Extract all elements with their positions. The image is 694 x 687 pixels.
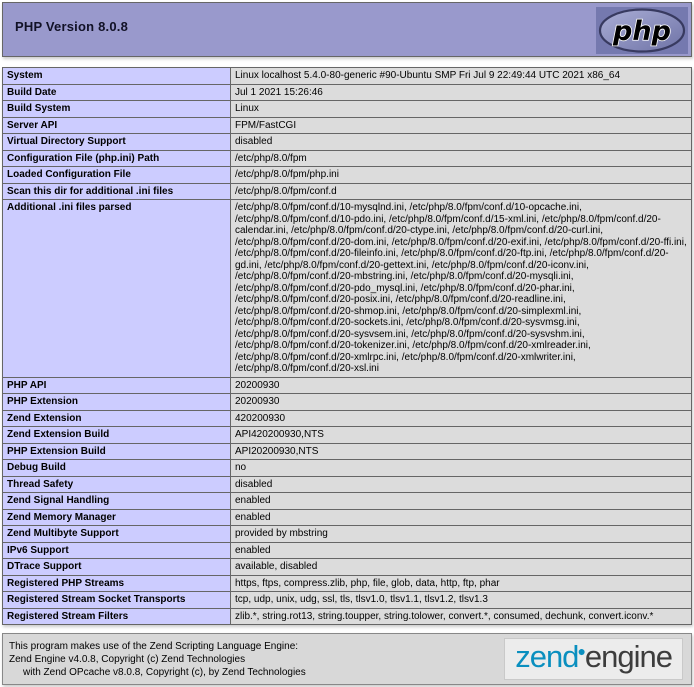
table-row [3, 117, 692, 134]
info-label: Build Date [3, 84, 231, 101]
zend-logo-engine-text: engine [584, 639, 672, 674]
zend-logo-zend-text: zend [515, 639, 579, 674]
info-value: disabled [231, 476, 692, 493]
info-label: Debug Build [3, 460, 231, 477]
info-label: Zend Extension Build [3, 427, 231, 444]
table-row [3, 526, 692, 543]
zend-footer [2, 633, 692, 685]
table-row [3, 493, 692, 510]
zend-credits-line2: Zend Engine v4.0.8, Copyright (c) Zend Technologies [9, 653, 246, 665]
info-value: enabled [231, 493, 692, 510]
info-value: Linux localhost 5.4.0-80-generic #90-Ubuntu SMP Fri Jul 9 22:49:44 UTC 2021 x86_64 [231, 68, 692, 85]
table-row [3, 167, 692, 184]
table-row [3, 592, 692, 609]
info-value: available, disabled [231, 559, 692, 576]
php-version-header [2, 2, 692, 57]
info-value: disabled [231, 134, 692, 151]
info-label: Additional .ini files parsed [3, 200, 231, 378]
info-value: tcp, udp, unix, udg, ssl, tls, tlsv1.0, tlsv1.1, tlsv1.2, tlsv1.3 [231, 592, 692, 609]
table-row [3, 200, 692, 378]
info-value: https, ftps, compress.zlib, php, file, glob, data, http, ftp, phar [231, 575, 692, 592]
info-label: Scan this dir for additional .ini files [3, 183, 231, 200]
zend-engine-logo [504, 638, 683, 680]
info-value: Jul 1 2021 15:26:46 [231, 84, 692, 101]
info-label: Zend Memory Manager [3, 509, 231, 526]
table-row [3, 377, 692, 394]
info-label: Registered Stream Socket Transports [3, 592, 231, 609]
info-label: PHP API [3, 377, 231, 394]
table-row [3, 134, 692, 151]
info-value: zlib.*, string.rot13, string.toupper, string.tolower, convert.*, consumed, dechunk, convert.iconv.* [231, 608, 692, 625]
info-value: provided by mbstring [231, 526, 692, 543]
info-label: Zend Extension [3, 410, 231, 427]
info-value: FPM/FastCGI [231, 117, 692, 134]
info-value: enabled [231, 542, 692, 559]
table-row [3, 559, 692, 576]
info-value: API20200930,NTS [231, 443, 692, 460]
info-label: Loaded Configuration File [3, 167, 231, 184]
zend-credits-line3: with Zend OPcache v8.0.8, Copyright (c), by Zend Technologies [23, 666, 306, 678]
info-label: Zend Multibyte Support [3, 526, 231, 543]
info-label: PHP Extension [3, 394, 231, 411]
table-row [3, 509, 692, 526]
info-value: Linux [231, 101, 692, 118]
php-logo-link[interactable] [596, 7, 688, 54]
table-row [3, 150, 692, 167]
table-row [3, 84, 692, 101]
table-row [3, 183, 692, 200]
info-value: 420200930 [231, 410, 692, 427]
info-label: Server API [3, 117, 231, 134]
table-row [3, 608, 692, 625]
info-label: Registered Stream Filters [3, 608, 231, 625]
info-value: /etc/php/8.0/fpm/conf.d [231, 183, 692, 200]
table-row [3, 394, 692, 411]
zend-logo-dot-icon: ● [577, 642, 585, 659]
info-label: Thread Safety [3, 476, 231, 493]
table-row [3, 101, 692, 118]
zend-credits [9, 640, 306, 679]
info-value: 20200930 [231, 377, 692, 394]
table-row [3, 410, 692, 427]
page-title: PHP Version 8.0.8 [15, 19, 128, 34]
table-row [3, 542, 692, 559]
info-value: enabled [231, 509, 692, 526]
info-label: DTrace Support [3, 559, 231, 576]
info-label: Build System [3, 101, 231, 118]
info-label: IPv6 Support [3, 542, 231, 559]
info-label: System [3, 68, 231, 85]
info-value: /etc/php/8.0/fpm/conf.d/10-mysqlnd.ini, /etc/php/8.0/fpm/conf.d/10-opcache.ini, /etc/php/8.0/fpm/conf.d/10-pdo.ini, /etc/php/8.0/fpm/conf.d/15-xml.ini, /etc/php/8.0/fpm/conf.d/20-calendar.ini, /etc/php/8.0/fpm/conf.d/20-ctype.ini, /etc/php/8.0/fpm/conf.d/20-curl.ini, /etc/php/8.0/fpm/conf.d/20-dom.ini, /etc/php/8.0/fpm/conf.d/20-exif.ini, /etc/php/8.0/fpm/conf.d/20-ffi.ini, /etc/php/8.0/fpm/conf.d/20-fileinfo.ini, /etc/php/8.0/fpm/conf.d/20-ftp.ini, /etc/php/8.0/fpm/conf.d/20-gd.ini, /etc/php/8.0/fpm/conf.d/20-gettext.ini, /etc/php/8.0/fpm/conf.d/20-iconv.ini, /etc/php/8.0/fpm/conf.d/20-mbstring.ini, /etc/php/8.0/fpm/conf.d/20-mysqli.ini, /etc/php/8.0/fpm/conf.d/20-pdo_mysql.ini, /etc/php/8.0/fpm/conf.d/20-phar.ini, /etc/php/8.0/fpm/conf.d/20-posix.ini, /etc/php/8.0/fpm/conf.d/20-readline.ini, /etc/php/8.0/fpm/conf.d/20-shmop.ini, /etc/php/8.0/fpm/conf.d/20-simplexml.ini, /etc/php/8.0/fpm/conf.d/20-sockets.ini, /etc/php/8.0/fpm/conf.d/20-sysvmsg.ini, /etc/php/8.0/fpm/conf.d/20-sysvsem.ini, /etc/php/8.0/fpm/conf.d/20-sysvshm.ini, /etc/php/8.0/fpm/conf.d/20-tokenizer.ini, /etc/php/8.0/fpm/conf.d/20-xmlreader.ini, /etc/php/8.0/fpm/conf.d/20-xmlrpc.ini, /etc/php/8.0/fpm/conf.d/20-xmlwriter.ini, /etc/php/8.0/fpm/conf.d/20-xsl.ini [231, 200, 692, 378]
info-label: Configuration File (php.ini) Path [3, 150, 231, 167]
table-row [3, 443, 692, 460]
info-label: Virtual Directory Support [3, 134, 231, 151]
table-row [3, 427, 692, 444]
table-row [3, 476, 692, 493]
php-logo-text: php [613, 16, 671, 47]
table-row [3, 68, 692, 85]
info-value: no [231, 460, 692, 477]
info-value: /etc/php/8.0/fpm/php.ini [231, 167, 692, 184]
table-row [3, 575, 692, 592]
info-value: API420200930,NTS [231, 427, 692, 444]
zend-credits-line1: This program makes use of the Zend Scripting Language Engine: [9, 640, 299, 652]
info-label: PHP Extension Build [3, 443, 231, 460]
table-row [3, 460, 692, 477]
php-info-table [2, 67, 692, 625]
info-value: 20200930 [231, 394, 692, 411]
info-value: /etc/php/8.0/fpm [231, 150, 692, 167]
info-label: Zend Signal Handling [3, 493, 231, 510]
info-label: Registered PHP Streams [3, 575, 231, 592]
info-table-body [3, 68, 692, 625]
php-logo-icon [596, 7, 688, 54]
